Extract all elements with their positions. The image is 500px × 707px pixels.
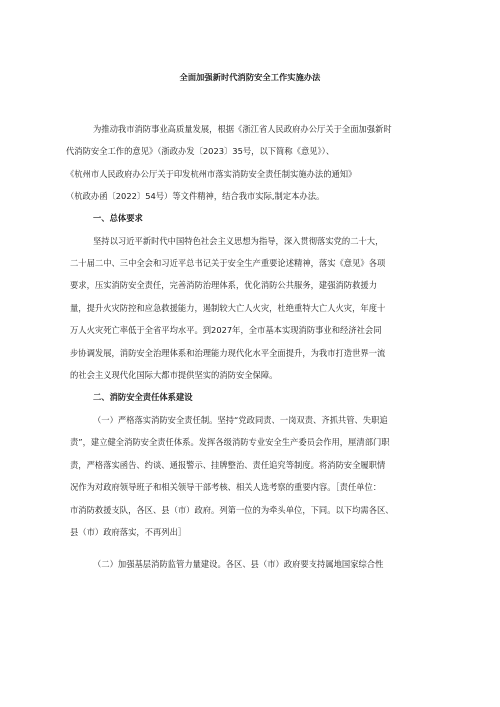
paragraph-line: 市消防救援支队，各区、县（市）政府。列第一位的为牵头单位，下同。以下均需各区、: [70, 505, 394, 515]
paragraph-line: 要求，压实消防安全责任，完善消防治理体系，优化消防公共服务，建强消防救援力: [70, 280, 377, 290]
section-heading: 一、总体要求: [93, 213, 143, 223]
paragraph-line: 为推动我市消防事业高质量发展，根据《浙江省人民政府办公厅关于全面加强新时: [93, 124, 392, 134]
section-heading: 二、消防安全责任体系建设: [93, 392, 193, 402]
paragraph-line: （一）严格落实消防安全责任制。坚持“党政同责、一岗双责、齐抓共管、失职追: [93, 415, 388, 425]
paragraph-line: 的社会主义现代化国际大都市提供坚实的消防安全保障。: [70, 370, 278, 380]
paragraph-line: （杭政办函〔2022〕54号）等文件精神，结合我市实际,制定本办法。: [66, 191, 325, 201]
paragraph-line: 坚持以习近平新时代中国特色社会主义思想为指导，深入贯彻落实党的二十大，: [93, 236, 384, 246]
paragraph-line: 代消防安全工作的意见》（浙政办发〔2023〕35号，以下简称《意见》）、: [66, 146, 335, 156]
paragraph-line: 况作为对政府领导班子和相关领导干部考核、相关人选考察的重要内容。［责任单位：: [70, 482, 382, 492]
document-title: 全面加强新时代消防安全工作实施办法: [179, 72, 321, 82]
paragraph-line: 量，提升火灾防控和应急救援能力，遏制较大亡人火灾，杜绝重特大亡人火灾，年度十: [70, 303, 386, 313]
paragraph-line: 责，严格落实函告、约谈、通报警示、挂牌整治、责任追究等制度。将消防安全履职情: [70, 460, 386, 470]
paragraph-line: 县（市）政府落实，不再列出］: [70, 527, 187, 537]
paragraph-line: 责”，建立健全消防安全责任体系。发挥各级消防专业安全生产委员会作用，厘清部门职: [70, 437, 390, 447]
paragraph-line: （二）加强基层消防监管力量建设。各区、县（市）政府要支持属地国家综合性: [93, 559, 384, 569]
paragraph-line: 步协调发展，消防安全治理体系和治理能力现代化水平全面提升，为我市打造世界一流: [70, 348, 386, 358]
paragraph-line: 二十届二中、三中全会和习近平总书记关于安全生产重要论述精神，落实《意见》各项: [70, 258, 386, 268]
paragraph-line: 万人火灾死亡率低于全省平均水平。到2027年，全市基本实现消防事业和经济社会同: [70, 325, 382, 335]
paragraph-line: 《杭州市人民政府办公厅关于印发杭州市落实消防安全责任制实施办法的通知》: [66, 169, 357, 179]
